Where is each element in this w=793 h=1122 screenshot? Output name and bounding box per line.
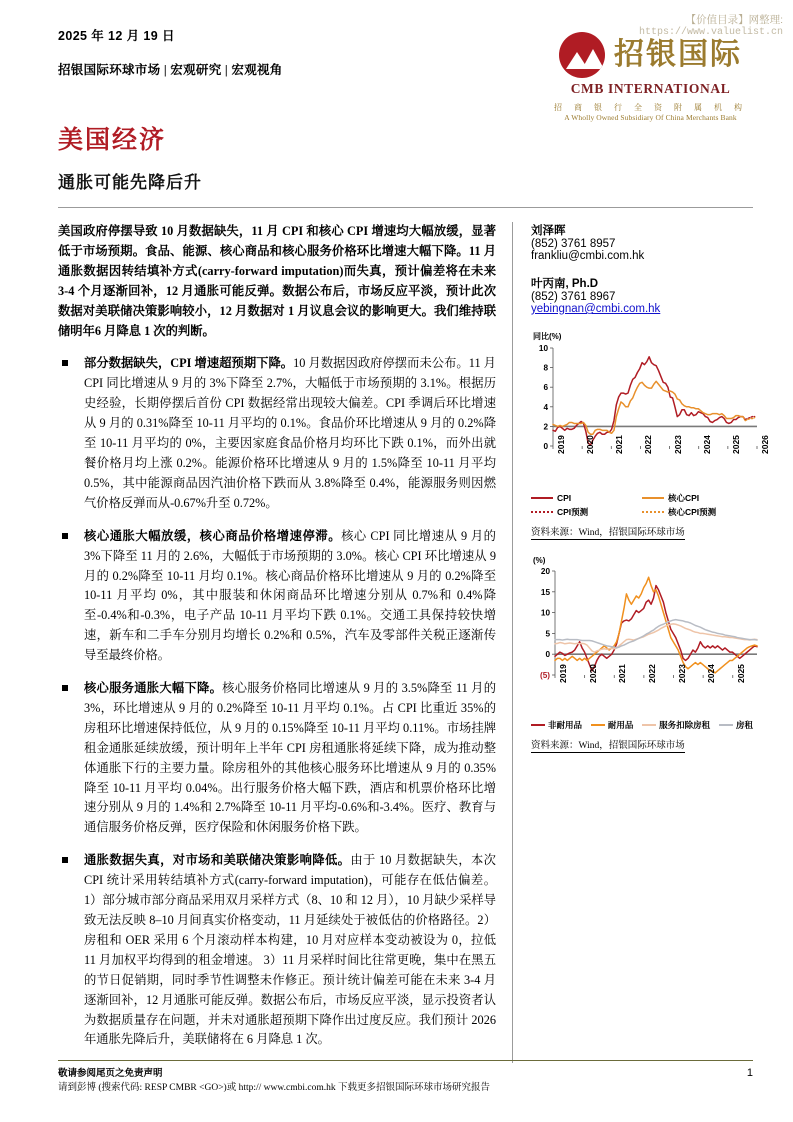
- footer-divider: [58, 1060, 753, 1061]
- bullet-heading-3: 核心服务通胀大幅下降。: [84, 681, 223, 696]
- legend-swatch-cpi: [531, 497, 553, 499]
- legend-swatch-rent: [719, 724, 733, 726]
- svg-text:10: 10: [538, 344, 548, 353]
- x-tick-label: 2024: [701, 435, 712, 454]
- bullet-item-1: [58, 354, 496, 513]
- bullet-body-1: 10 月数据因政府停摆而未公布。11 月 CPI 同比增速从 9 月的 3%下降至 2.7%，大幅低于市场预期的 3.1%。根据历史经验，长期停摆后首份 CPI 数据经常出现较大偏差。CPI 季调后环比增速从 9 月的 0.31%降至 10-11 月平均的 0.1%。食品价环比增速从 9 月的 0.2%降至 10-11 月平均的 0%，主要因家庭食品价格月均环比下跌 0.1%，而外出就餐价格月均上涨 0.2%。能源价格环比增速从 9 月的 1.5%降至 10-11 月平均 0.5%，其中能源商品因汽油价格下跌而从 3.8%降至 0.4%，能源服务则因燃气价格反弹而从-0.67%升至 0.72%。: [84, 356, 496, 510]
- svg-text:2: 2: [543, 422, 548, 432]
- sidebar-column: [513, 222, 770, 1063]
- chart-category-inflation: [531, 556, 753, 753]
- chart-2-x-axis-labels: [555, 664, 753, 715]
- logo-english-name: CMB INTERNATIONAL: [570, 81, 731, 96]
- page-footer: [58, 1060, 753, 1096]
- svg-text:4: 4: [543, 402, 548, 412]
- x-tick-label: 2024: [706, 664, 717, 683]
- x-tick-label: 2025: [730, 435, 741, 454]
- svg-text:8: 8: [543, 363, 548, 373]
- legend-swatch-core-cpi: [642, 497, 664, 499]
- legend-label-services-ex-rent: 服务扣除房租: [659, 720, 711, 730]
- svg-text:(5): (5): [539, 671, 550, 680]
- chart-2-source: 资料来源：Wind，招银国际环球市场: [531, 737, 685, 753]
- svg-text:15: 15: [540, 587, 550, 597]
- page-title: 美国经济: [58, 125, 167, 154]
- legend-label-cpi-forecast: CPI预测: [557, 507, 589, 517]
- watermark-line-1: 【价值目录】网整理:: [685, 14, 783, 26]
- legend-item-services-ex-rent: [642, 719, 710, 731]
- legend-item-rent: [719, 719, 753, 731]
- bullet-list: [58, 354, 496, 1050]
- x-tick-label: 2023: [676, 664, 687, 683]
- x-tick-label: 2019: [558, 664, 568, 683]
- legend-label-cpi: CPI: [557, 493, 572, 503]
- analyst-name-1: 刘泽晖: [531, 225, 566, 237]
- page-subtitle: 通胀可能先降后升: [58, 173, 202, 192]
- legend-swatch-services-ex-rent: [642, 724, 656, 726]
- chart-1-legend: [531, 490, 753, 518]
- legend-label-core-cpi-forecast: 核心CPI预测: [668, 507, 717, 517]
- svg-text:5: 5: [545, 629, 550, 639]
- content-columns: [0, 222, 793, 1063]
- x-tick-label: 2025: [735, 664, 746, 683]
- watermark-line-2: https://www.valuelist.cn: [638, 27, 783, 39]
- logo-subtitle-english: A Wholly Owned Subsidiary Of China Merchants Bank: [564, 113, 737, 122]
- report-date: 2025 年 12 月 19 日: [58, 29, 175, 43]
- legend-label-core-cpi: 核心CPI: [668, 493, 700, 503]
- chart-2-ylabel: (%): [533, 556, 546, 565]
- legend-label-rent: 房租: [735, 720, 753, 730]
- legend-item-core-cpi-forecast: [642, 506, 753, 518]
- analyst-name-2: 叶丙南, Ph.D: [531, 278, 599, 290]
- bullet-body-4: 由于 10 月数据缺失，本次 CPI 统计采用转结填补方式(carry-forward imputation)，可能存在低估偏差。1）部分城市部分商品采用双月采样方式（8、10 和 12 月），10 月缺少采样导致无法反映 8–10 月间真实价格变动，11 月延续处于被低估的价格路径。2）房租和 OER 采用 6 个月滚动样本构建，10 月对应样本变动被设为 0，拉低 11 月加权平均得到的租金增速。 3）11 月采样时间比往常更晚，集中在黑五的节日促销期，同时季节性调整未作修正。预计统计偏差可能在未来 3-4 月逐渐回补，12 月通胀可能反弹。数据公布后，市场反应平淡，显示投资者认为数据质量存在问题，并未对通胀超预期下降作出过度反应。我们预计 2026 年通胀先降后升，美联储将在 6 月降息 1 次。: [84, 853, 496, 1047]
- logo-top-row: [559, 32, 742, 78]
- analyst-contact-1: [531, 222, 753, 262]
- legend-item-core-cpi: [642, 492, 753, 504]
- chart-1-x-axis-labels: [553, 435, 770, 486]
- analyst-contact-2: [531, 275, 753, 315]
- summary-paragraph: 美国政府停摆导致 10 月数据缺失，11 月 CPI 和核心 CPI 增速均大幅放缓，显著低于市场预期。食品、能源、核心商品和核心服务价格环比增速大幅下降。11 月通胀数据因转结填补方式(carry-forward imputation)而失真，预计偏差将在未来3-4 个月逐渐回补，12 月通胀可能反弹。数据公布后，市场反应平淡，预计此次数据对美联储决策影响较小，12 月数据对 1 月议息会议的影响更大。我们维持联储明年6 月降息 1 次的判断。: [58, 224, 496, 338]
- legend-swatch-nondurables: [531, 724, 545, 726]
- x-tick-label: 2026: [760, 435, 770, 454]
- legend-swatch-core-cpi-forecast: [642, 511, 664, 513]
- analyst-phone-1: (852) 3761 8957: [531, 238, 616, 250]
- bullet-item-3: [58, 679, 496, 838]
- x-tick-label: 2022: [643, 435, 654, 454]
- x-tick-label: 2023: [672, 435, 683, 454]
- x-tick-label: 2019: [556, 435, 566, 454]
- legend-swatch-durables: [591, 724, 605, 726]
- svg-text:6: 6: [543, 383, 548, 393]
- bullet-body-3: 核心服务价格同比增速从 9 月的 3.5%降至 11 月的 3%，环比增速从 9 月的 0.2%降至 10-11 月平均 0.1%。占 CPI 比重近 35%的房租环比增速保持低位，从 9 月的 0.15%降至 10-11 月平均 0.11%。市场挂牌租金通胀延续放缓，预计明年上半年 CPI 房租通胀将延续下降，成为推动整体通胀下行的主要力量。除房租外的其他核心服务环比增速从 9 月的 0.35%降至 10-11 月平均 0.04%。出行服务价格大幅下跌，酒店和机票价格环比增速分别从 9 月的 1.4%和 2.7%降至 10-11 月平均-0.6%和-3.4%。医疗、教育与通信服务价格反弹，医疗保险和休闲服务价格下跌。: [84, 681, 496, 835]
- x-tick-label: 2020: [587, 664, 598, 683]
- analyst-email-1[interactable]: frankliu@cmbi.com.hk: [531, 250, 645, 262]
- bullet-heading-4: 通胀数据失真，对市场和美联储决策影响降低。: [84, 853, 351, 868]
- bullet-item-2: [58, 527, 496, 666]
- cmb-mountain-icon: [559, 32, 605, 78]
- legend-item-durables: [591, 719, 634, 731]
- chart-1-source: 资料来源：Wind，招银国际环球市场: [531, 524, 685, 540]
- title-zone: [0, 112, 793, 193]
- analyst-phone-2: (852) 3761 8967: [531, 291, 616, 303]
- page-number: 1: [746, 1066, 753, 1079]
- chart-cpi-forecast: [531, 331, 770, 540]
- logo-chinese-name: 招银国际: [614, 37, 742, 72]
- page-header: [0, 0, 793, 122]
- bullet-item-4: [58, 851, 496, 1050]
- bullet-heading-2: 核心通胀大幅放缓，核心商品价格增速停滞。: [84, 528, 342, 543]
- svg-text:10: 10: [540, 608, 550, 618]
- x-tick-label: 2020: [585, 435, 596, 454]
- chart-1-ylabel: 同比(%): [533, 332, 562, 341]
- footer-bloomberg-note: 请到彭博 (搜索代码: RESP CMBR <GO>)或 http:// www.cmbi.com.hk 下载更多招银国际环球市场研究报告: [58, 1083, 490, 1094]
- breadcrumb: 招银国际环球市场 | 宏观研究 | 宏观视角: [58, 63, 283, 77]
- chart-2-legend: [531, 719, 753, 731]
- svg-text:20: 20: [540, 567, 550, 576]
- x-tick-label: 2021: [617, 664, 628, 683]
- footer-disclaimer: 敬请参阅尾页之免责声明: [58, 1068, 163, 1079]
- analyst-contacts: [531, 222, 753, 315]
- x-tick-label: 2022: [646, 664, 657, 683]
- title-divider: [58, 207, 753, 208]
- footer-row: [58, 1067, 753, 1096]
- legend-label-nondurables: 非耐用品: [548, 720, 583, 730]
- legend-item-nondurables: [531, 719, 582, 731]
- main-text-column: [58, 222, 513, 1063]
- bullet-heading-1: 部分数据缺失，CPI 增速超预期下降。: [84, 356, 294, 371]
- x-tick-label: 2021: [614, 435, 625, 454]
- bullet-body-2: 核心 CPI 同比增速从 9 月的 3%下降至 11 月的 2.6%，大幅低于市场预期的 3.0%。核心 CPI 环比增速从 9 月的 0.2%降至 10-11 月均 0.1%。核心商品价格环比增速从 9 月的 0.2%降至 10-11 月平均 0%，其中服装和休闲商品环比增速分别从 0.7%和 0.4%降至-0.4%和-0.3%，电子产品 10-11 月平均下跌 0.1%。交通工具保持较快增速，新车和二手车分别月均增长 0.2%和 0.5%，汽车及零部件关税正逐渐传导至最终价格。: [84, 528, 496, 663]
- legend-item-cpi-forecast: [531, 506, 642, 518]
- legend-swatch-cpi-forecast: [531, 511, 553, 513]
- svg-text:0: 0: [545, 650, 550, 660]
- legend-label-durables: 耐用品: [607, 720, 634, 730]
- legend-item-cpi: [531, 492, 642, 504]
- svg-text:0: 0: [543, 442, 548, 451]
- cmbi-logo: [554, 32, 747, 122]
- logo-subtitle-chinese: 招 商 银 行 全 资 附 属 机 构: [554, 103, 747, 112]
- analyst-email-2[interactable]: yebingnan@cmbi.com.hk: [531, 303, 661, 315]
- footer-text: [58, 1067, 490, 1096]
